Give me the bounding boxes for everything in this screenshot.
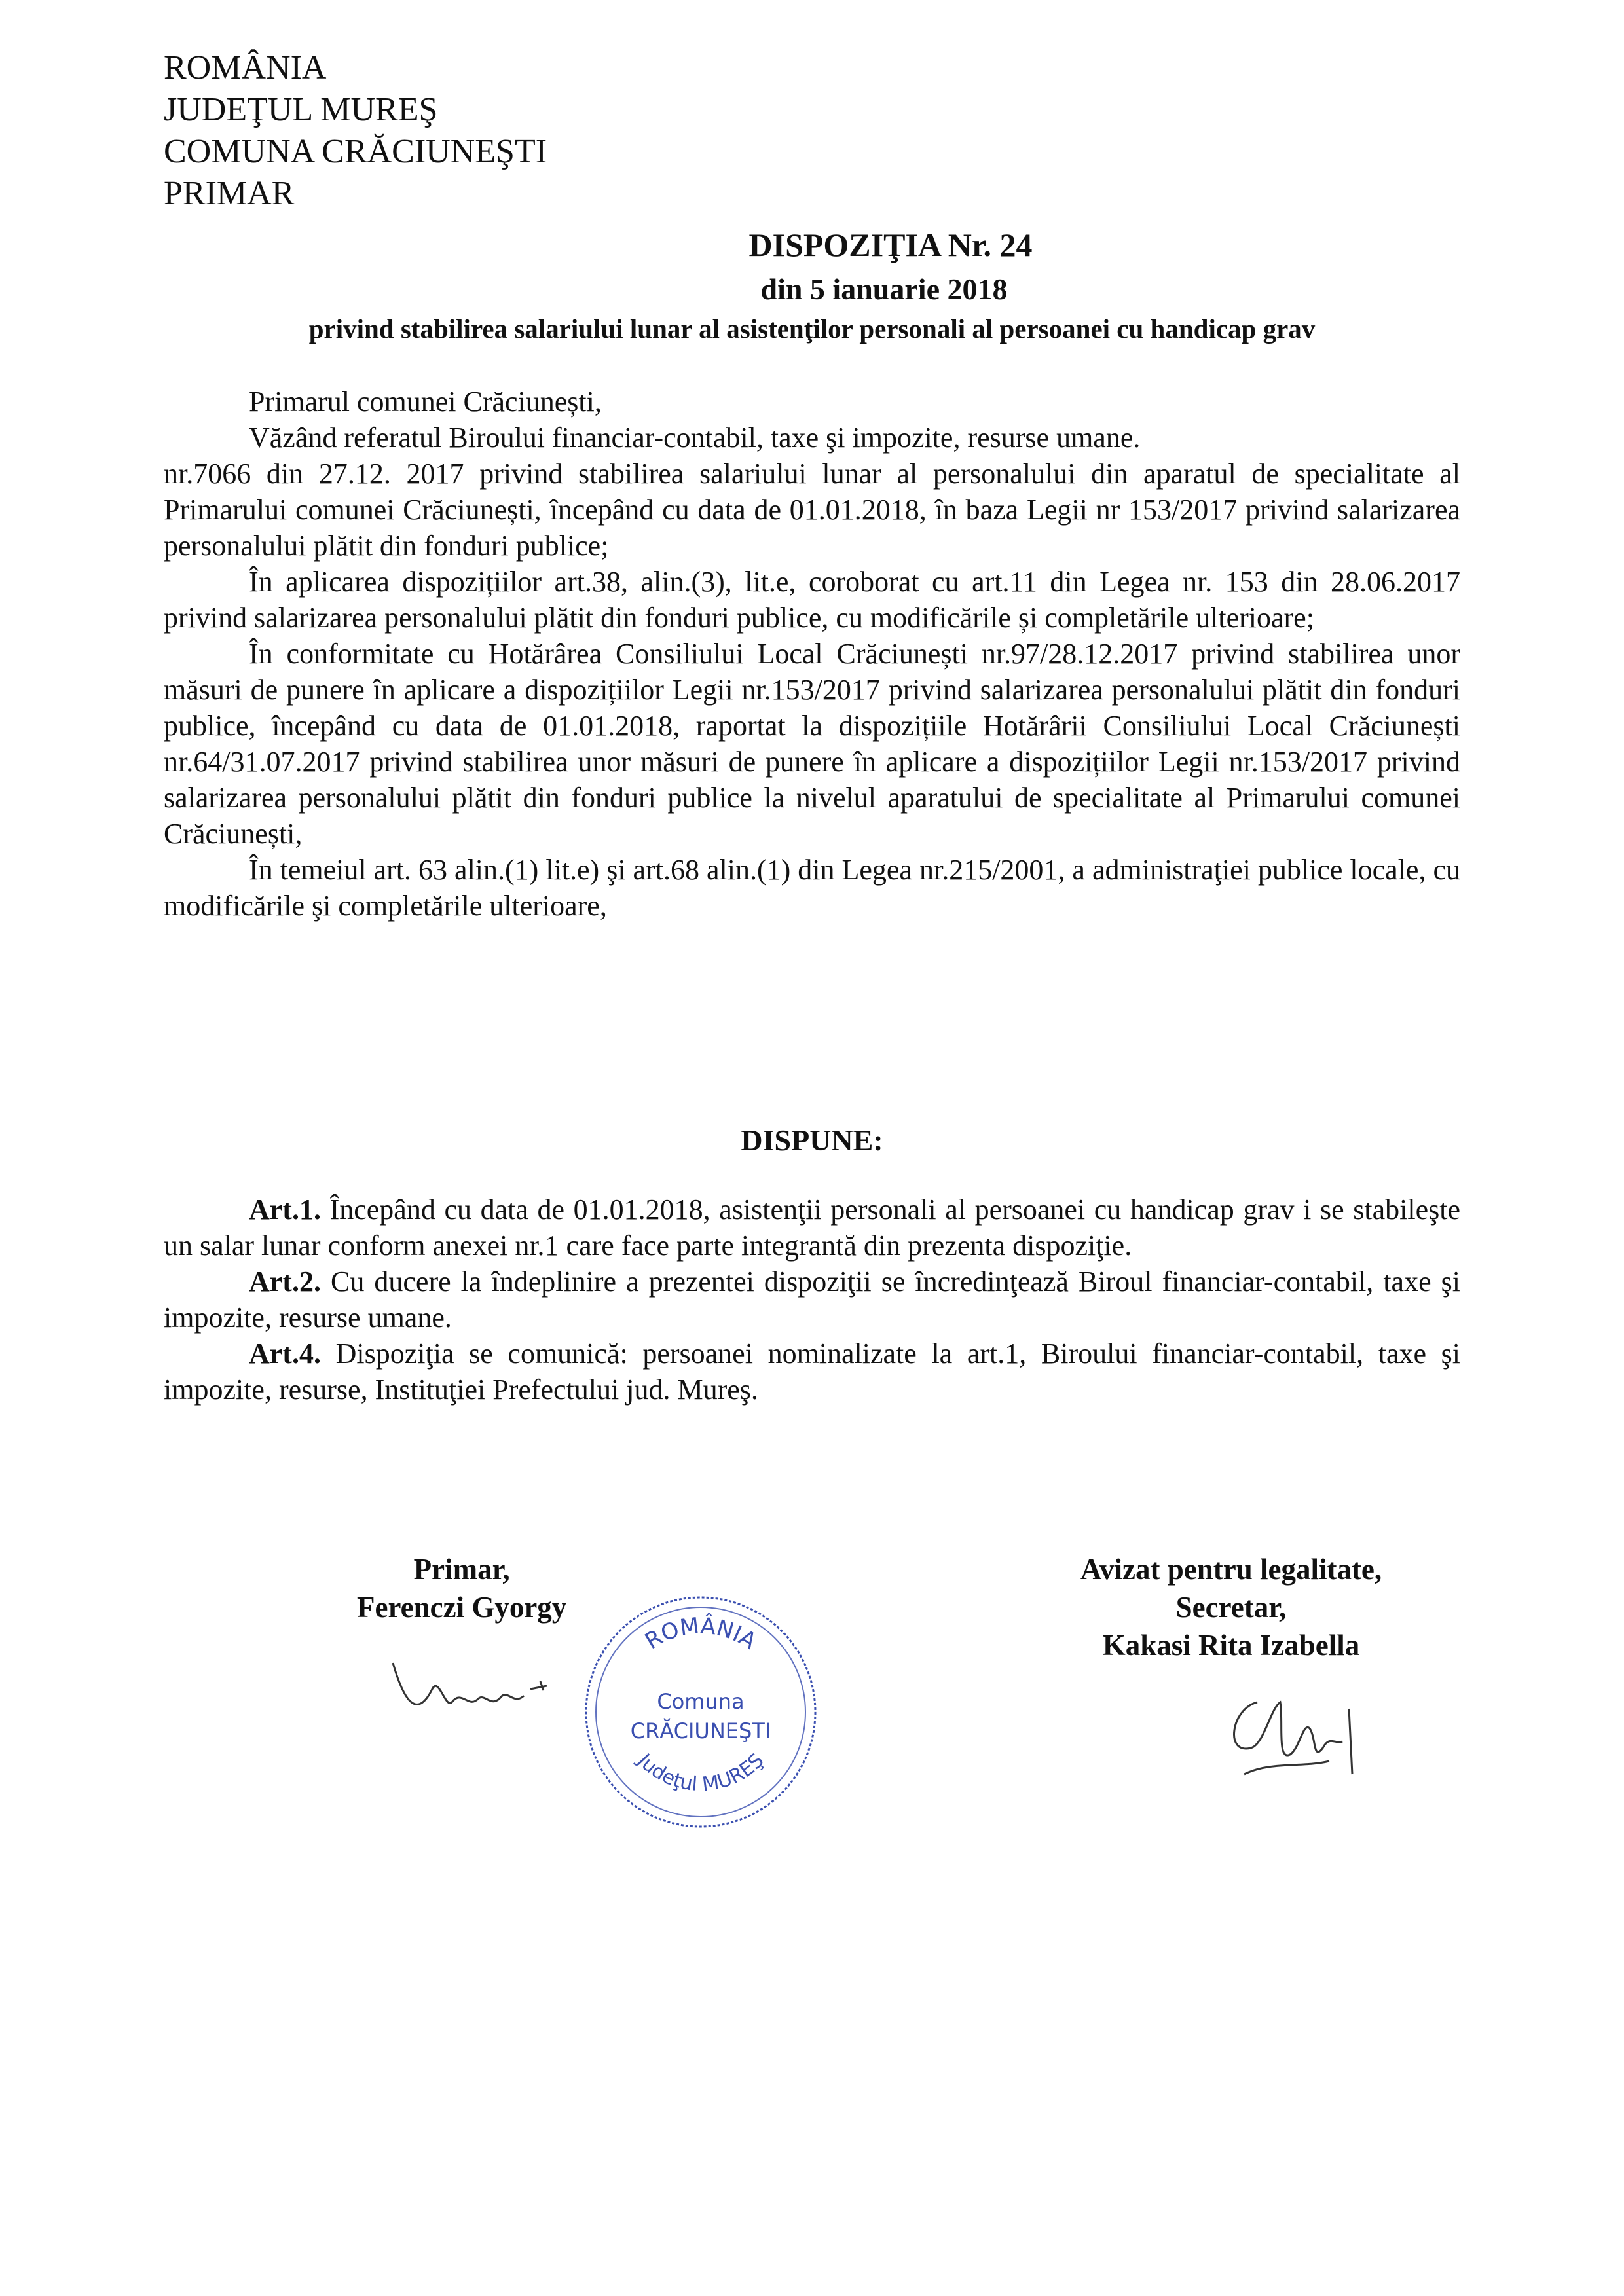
stamp-bottom-text: Judeţul MUREŞ — [633, 1749, 769, 1796]
legality-note: Avizat pentru legalitate, — [1080, 1553, 1382, 1586]
stamp-middle-1: Comuna — [657, 1689, 745, 1714]
office-line: PRIMAR — [164, 175, 295, 212]
mayor-name: Ferenczi Gyorgy — [357, 1591, 567, 1624]
article-text: Dispoziţia se comunică: persoanei nominalizate la art.1, Biroului financiar-contabil, taxe şi impozite, resurse, Instituţiei Prefectului jud. Mureş. — [164, 1338, 1460, 1406]
stamp-middle-2: CRĂCIUNEŞTI — [630, 1719, 771, 1743]
secretary-role: Secretar, — [1175, 1591, 1287, 1624]
official-stamp — [580, 1591, 822, 1833]
document-title: DISPOZIŢIA Nr. 24 — [748, 227, 1033, 263]
article-1 — [164, 1192, 1460, 1264]
article-label: Art.1. — [249, 1194, 321, 1226]
preamble-paragraph: nr.7066 din 27.12. 2017 privind stabilirea salariului lunar al personalului din aparatul de specialitate al Primarului comunei Crăciunești, începând cu data de 01.01.2018, în baza Legii nr 153/2017 privind salarizarea personalului plătit din fonduri publice; — [164, 458, 1460, 562]
mayor-signature-block — [357, 1550, 566, 1626]
mayor-role: Primar, — [413, 1553, 510, 1586]
secretary-name: Kakasi Rita Izabella — [1102, 1629, 1360, 1662]
dispune-heading: DISPUNE: — [741, 1123, 883, 1157]
country-line: ROMÂNIA — [164, 49, 327, 86]
article-text: Începând cu data de 01.01.2018, asistenţii personali al persoanei cu handicap grav i se stabileşte un salar lunar conform anexei nr.1 care face parte integrantă din prezenta dispoziţie. — [164, 1194, 1460, 1262]
article-label: Art.2. — [249, 1266, 321, 1298]
secretary-signature-block — [1048, 1550, 1414, 1664]
preamble-paragraph: În aplicarea dispozițiilor art.38, alin.(3), lit.e, coroborat cu art.11 din Legea nr. 153 din 28.06.2017 privind salarizarea personalului plătit din fonduri publice, cu modificările și completările ulterioare; — [164, 566, 1460, 634]
stamp-top-text: ROMÂNIA — [640, 1613, 761, 1655]
preamble-paragraph: În temeiul art. 63 alin.(1) lit.e) şi art.68 alin.(1) din Legea nr.215/2001, a administraţiei publice locale, cu modificările şi completările ulterioare, — [164, 854, 1460, 922]
document-subject: privind stabilirea salariului lunar al asistenţilor personali al persoanei cu handicap grav — [308, 314, 1316, 344]
secretary-handwritten-signature — [1218, 1683, 1369, 1787]
articles — [164, 1192, 1460, 1408]
preamble — [164, 384, 1460, 924]
document-date: din 5 ianuarie 2018 — [760, 272, 1008, 306]
article-text: Cu ducere la îndeplinire a prezentei dispoziţii se încredinţează Biroul financiar-contabil, taxe şi impozite, resurse umane. — [164, 1266, 1461, 1334]
preamble-paragraph: Văzând referatul Biroului financiar-contabil, taxe şi impozite, resurse umane. — [249, 422, 1141, 454]
preamble-paragraph: Primarul comunei Crăciunești, — [249, 386, 602, 418]
mayor-handwritten-signature — [386, 1650, 557, 1722]
article-2 — [164, 1264, 1460, 1336]
commune-line: COMUNA CRĂCIUNEŞTI — [164, 133, 547, 170]
county-line: JUDEŢUL MUREŞ — [164, 91, 438, 128]
article-label: Art.4. — [249, 1338, 321, 1370]
preamble-paragraph: În conformitate cu Hotărârea Consiliului Local Crăciunești nr.97/28.12.2017 privind stabilirea unor măsuri de punere în aplicare a dispozițiilor Legii nr.153/2017 privind salarizarea personalului plătit din fonduri publice, începând cu data de 01.01.2018, raportat la dispozițiile Hotărârii Consiliului Local Crăciunești nr.64/31.07.2017 privind stabilirea unor măsuri de punere în aplicare a dispozițiilor Legii nr.153/2017 privind salarizarea personalului plătit din fonduri publice la nivelul aparatului de specialitate al Primarului comunei Crăciunești, — [164, 638, 1460, 850]
letterhead — [164, 47, 547, 215]
article-4 — [164, 1336, 1460, 1408]
